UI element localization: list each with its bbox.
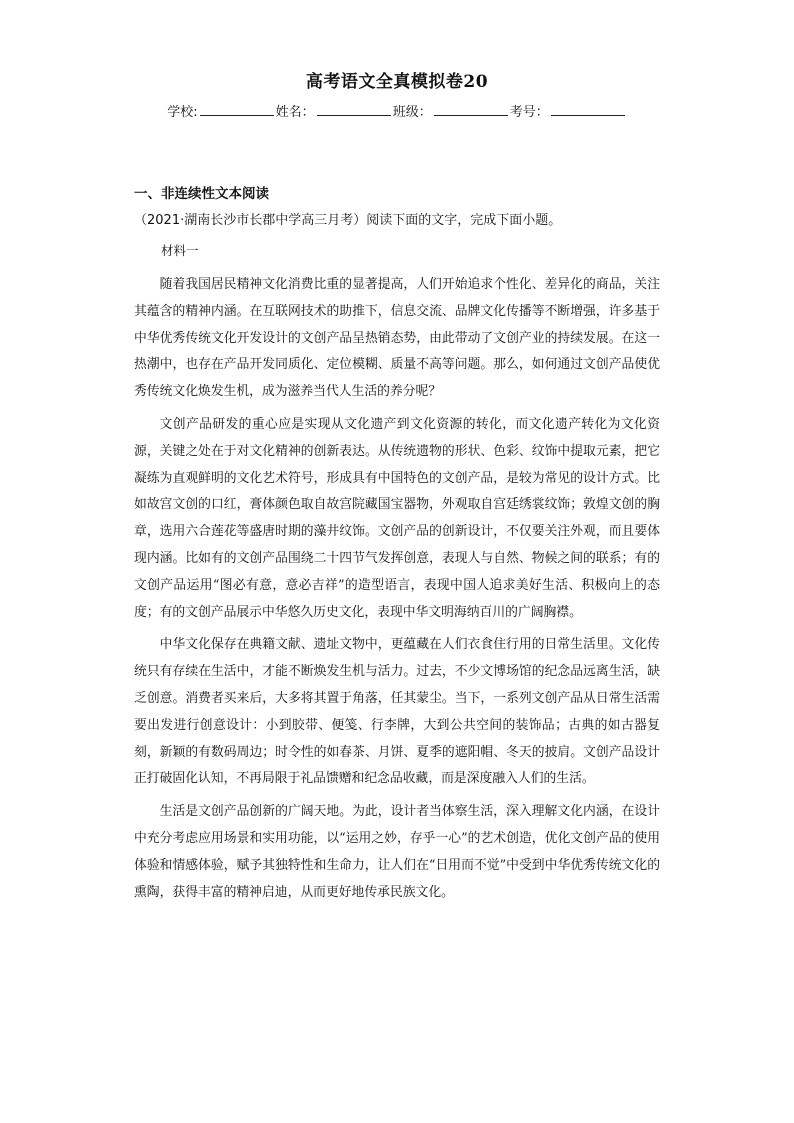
passage-paragraph: 生活是文创产品创新的广阔天地。为此，设计者当体察生活，深入理解文化内涵，在设计中充分考虑应用场景和实用功能，以“运用之妙，存乎一心”的艺术创造，优化文创产品的使用体验和情感体验，赋予其独特性和生命力，让人们在“日用而不觉”中受到中华优秀传统文化的熏陶，获得丰富的精神启迪，从而更好地传承民族文化。 — [134, 804, 660, 900]
name-blank — [317, 102, 391, 116]
name-label: 姓名： — [275, 105, 315, 120]
exam-number-label: 考号： — [509, 105, 549, 120]
school-label: 学校: — [167, 105, 198, 120]
exam-number-blank — [551, 102, 625, 116]
material-label: 材料一 — [161, 243, 199, 258]
passage-paragraph: 中华文化保存在典籍文献、遗址文物中，更蕴藏在人们衣食住行用的日常生活里。文化传统只有存续在生活中，才能不断焕发生机与活力。过去，不少文博场馆的纪念品远离生活，缺乏创意。消费者买来后，大多将其置于角落，任其蒙尘。当下，一系列文创产品从日常生活需要出发进行创意设计：小到胶带、便笺、行李牌，大到公共空间的装饰品；古典的如古器复刻，新颖的有数码周边；时令性的如春茶、月饼、夏季的遮阳帽、冬天的披肩。文创产品设计正打破固化认知，不再局限于礼品馈赠和纪念品收藏，而是深度融入人们的生活。 — [134, 637, 660, 787]
passage-paragraph: 随着我国居民精神文化消费比重的显著提高，人们开始追求个性化、差异化的商品，关注其蕴含的精神内涵。在互联网技术的助推下，信息交流、品牌文化传播等不断增强，许多基于中华优秀传统文化开发设计的文创产品呈热销态势，由此带动了文创产业的持续发展。在这一热潮中，也存在产品开发同质化、定位模糊、质量不高等问题。那么，如何通过文创产品使优秀传统文化焕发生机，成为滋养当代人生活的养分呢？ — [134, 277, 660, 400]
reading-passage — [134, 272, 660, 912]
student-info-line — [0, 102, 794, 123]
class-label: 班级： — [392, 105, 432, 120]
question-source: （2021·湖南长沙市长郡中学高三月考）阅读下面的文字，完成下面小题。 — [134, 213, 562, 228]
school-blank — [200, 102, 274, 116]
passage-paragraph: 文创产品研发的重心应是实现从文化遗产到文化资源的转化，而文化遗产转化为文化资源，关键之处在于对文化精神的创新表达。从传统遗物的形状、色彩、纹饰中提取元素，把它凝练为直观鲜明的文化艺术符号，形成具有中国特色的文创产品，是较为常见的设计方式。比如故宫文创的口红，膏体颜色取自故宫院藏国宝器物，外观取自宫廷绣裳纹饰；敦煌文创的胸章，选用六合莲花等盛唐时期的藻井纹饰。文创产品的创新设计，不仅要关注外观，而且要体现内涵。比如有的文创产品围绕二十四节气发挥创意，表现人与自然、物候之间的联系；有的文创产品运用“图必有意，意必吉祥”的造型语言，表现中国人追求美好生活、积极向上的态度；有的文创产品展示中华悠久历史文化，表现中华文明海纳百川的广阔胸襟。 — [134, 416, 660, 620]
section-heading: 一、非连续性文本阅读 — [134, 186, 269, 202]
exam-title: 高考语文全真模拟卷20 — [305, 72, 489, 92]
class-blank — [434, 102, 508, 116]
